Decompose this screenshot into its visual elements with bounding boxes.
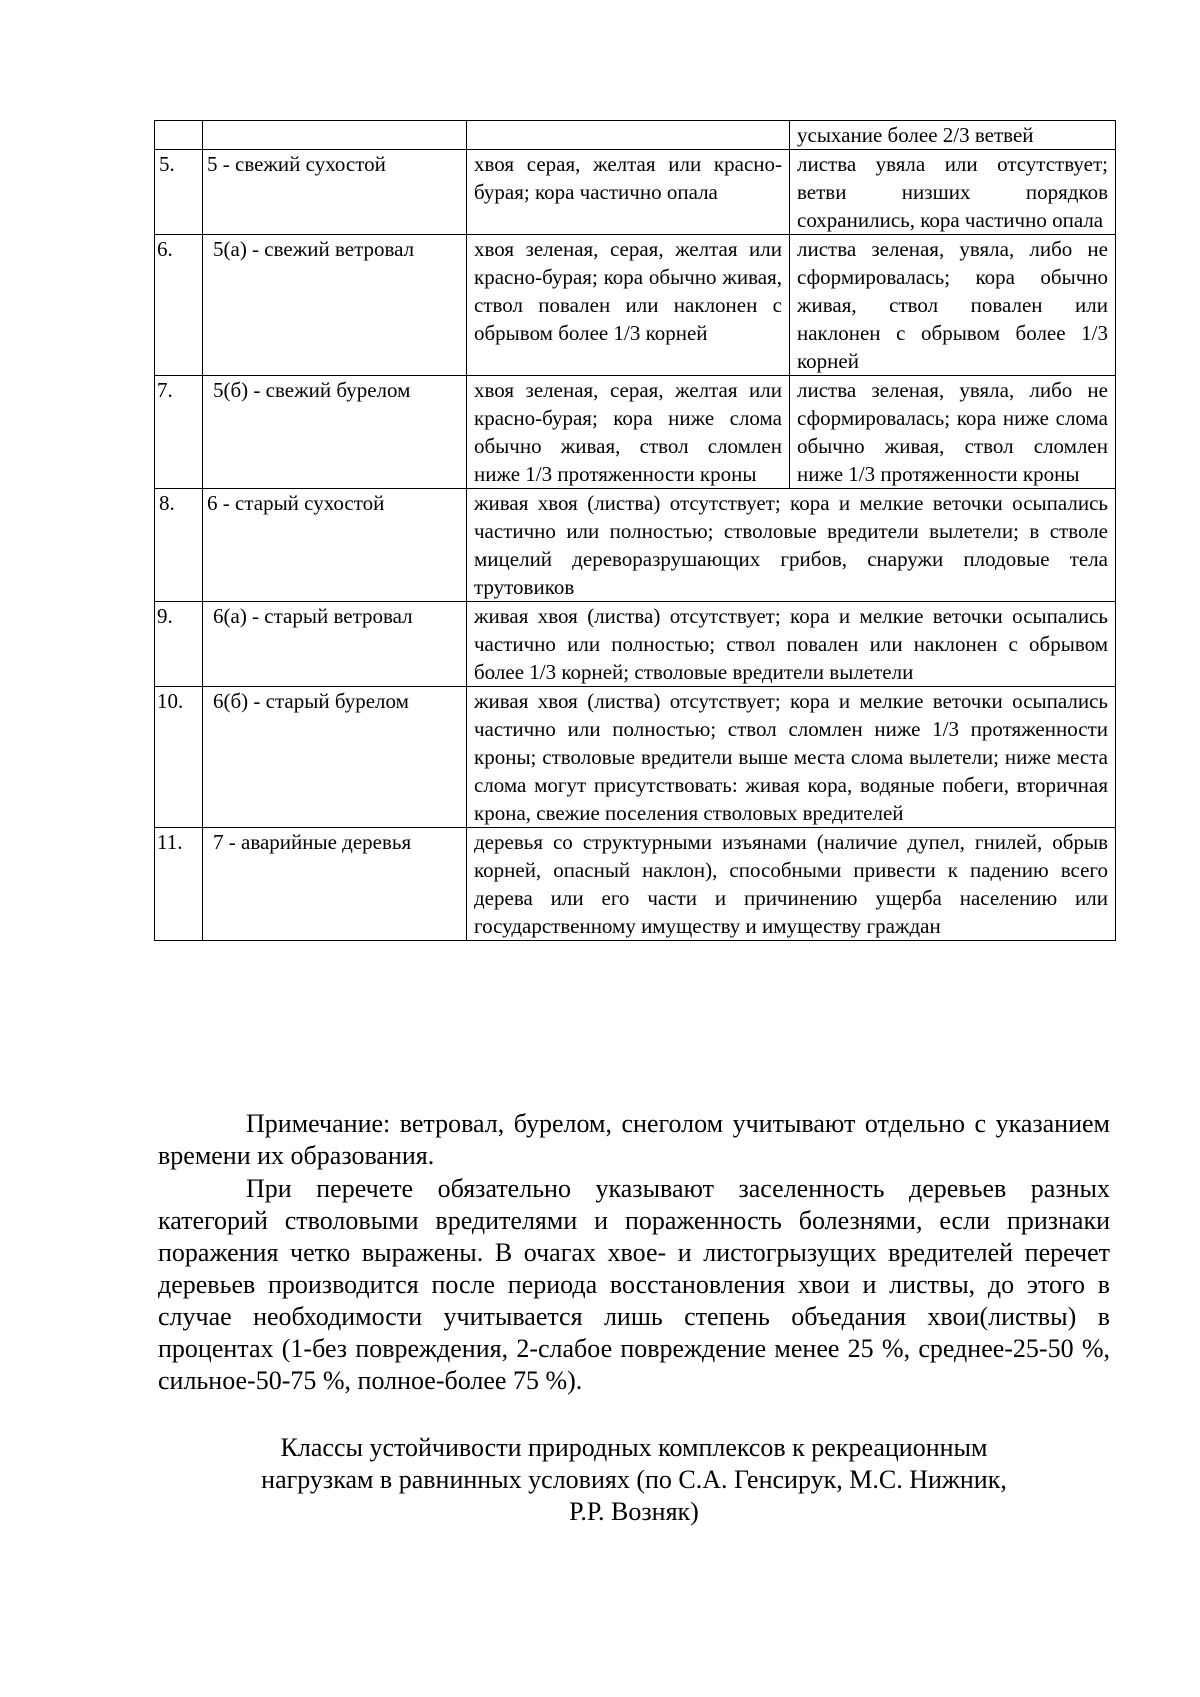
section-caption-line: нагрузкам в равнинных условиях (по С.А. Генсирук, М.С. Нижник, — [261, 1465, 1007, 1494]
note-paragraph — [158, 1108, 1110, 1172]
section-caption-line: Р.Р. Возняк) — [569, 1497, 699, 1526]
table-row — [155, 121, 1116, 150]
body-paragraph — [158, 1173, 1110, 1397]
table-row — [155, 235, 1116, 376]
row-description: живая хвоя (листва) отсутствует; кора и мелкие веточки осыпались частично или полностью; стволовые вредители вылетели; в стволе мицелий дереворазрушающих грибов, снаружи плодовые тела трутовиков — [467, 489, 1116, 602]
row-deciduous: листва зеленая, увяла, либо не сформировалась; кора обычно живая, ствол повален или наклонен с обрывом более 1/3 корней — [790, 235, 1116, 376]
row-category: 5 - свежий сухостой — [203, 150, 467, 235]
row-description: деревья со структурными изъянами (наличие дупел, гнилей, обрыв корней, опасный наклон), способными привести к падению всего дерева или его части и причинению ущерба населению или государственному имуществу и имуществу граждан — [467, 828, 1116, 941]
row-description: живая хвоя (листва) отсутствует; кора и мелкие веточки осыпались частично или полностью; ствол сломлен ниже 1/3 протяженности кроны; стволовые вредители выше места слома вылетели; ниже места слома могут присутствовать: живая кора, водяные побеги, вторичная крона, свежие поселения стволовых вредителей — [467, 687, 1116, 828]
row-number: 10. — [155, 687, 203, 828]
table-row — [155, 828, 1116, 941]
row-category: 5(б) - свежий бурелом — [203, 376, 467, 489]
table-row — [155, 687, 1116, 828]
row-number: 5. — [155, 150, 203, 235]
row-deciduous: листва увяла или отсутствует; ветви низших порядков сохранились, кора частично опала — [790, 150, 1116, 235]
row-conifers: хвоя зеленая, серая, желтая или красно-бурая; кора ниже слома обычно живая, ствол сломлен ниже 1/3 протяженности кроны — [467, 376, 790, 489]
row-category: 5(а) - свежий ветровал — [203, 235, 467, 376]
row-conifers: хвоя серая, желтая или красно-бурая; кора частично опала — [467, 150, 790, 235]
row-deciduous: усыхание более 2/3 ветвей — [790, 121, 1116, 150]
row-category: 6 - старый сухостой — [203, 489, 467, 602]
row-number: 8. — [155, 489, 203, 602]
row-number: 9. — [155, 602, 203, 687]
row-conifers: хвоя зеленая, серая, желтая или красно-бурая; кора обычно живая, ствол повален или наклонен с обрывом более 1/3 корней — [467, 235, 790, 376]
row-description: живая хвоя (листва) отсутствует; кора и мелкие веточки осыпались частично или полностью; ствол повален или наклонен с обрывом более 1/3 корней; стволовые вредители вылетели — [467, 602, 1116, 687]
table-row — [155, 602, 1116, 687]
row-number: 11. — [155, 828, 203, 941]
row-category: 6(б) - старый бурелом — [203, 687, 467, 828]
paragraph-text: При перечете обязательно указывают заселенность деревьев разных категорий стволовыми вредителями и пораженность болезнями, если признаки поражения четко выражены. В очагах хвое- и листогрызущих вредителей перечет деревьев производится после периода восстановления хвои и листвы, до этого в случае необходимости учитывается лишь степень объедания хвои(листвы) в процентах (1-без повреждения, 2-слабое повреждение менее 25 %, среднее-25-50 %, сильное-50-75 %, полное-более 75 %). — [158, 1174, 1110, 1395]
row-category — [203, 121, 467, 150]
row-category: 6(а) - старый ветровал — [203, 602, 467, 687]
tree-condition-table — [154, 120, 1116, 941]
row-number — [155, 121, 203, 150]
row-deciduous: листва зеленая, увяла, либо не сформировалась; кора ниже слома обычно живая, ствол сломлен ниже 1/3 протяженности кроны — [790, 376, 1116, 489]
table-row — [155, 489, 1116, 602]
table-row — [155, 376, 1116, 489]
section-caption-line: Классы устойчивости природных комплексов к рекреационным — [280, 1433, 988, 1462]
row-category: 7 - аварийные деревья — [203, 828, 467, 941]
row-number: 7. — [155, 376, 203, 489]
table-row — [155, 150, 1116, 235]
row-conifers — [467, 121, 790, 150]
note-text: Примечание: ветровал, бурелом, снеголом учитывают отдельно с указанием времени их образования. — [158, 1109, 1110, 1170]
row-number: 6. — [155, 235, 203, 376]
